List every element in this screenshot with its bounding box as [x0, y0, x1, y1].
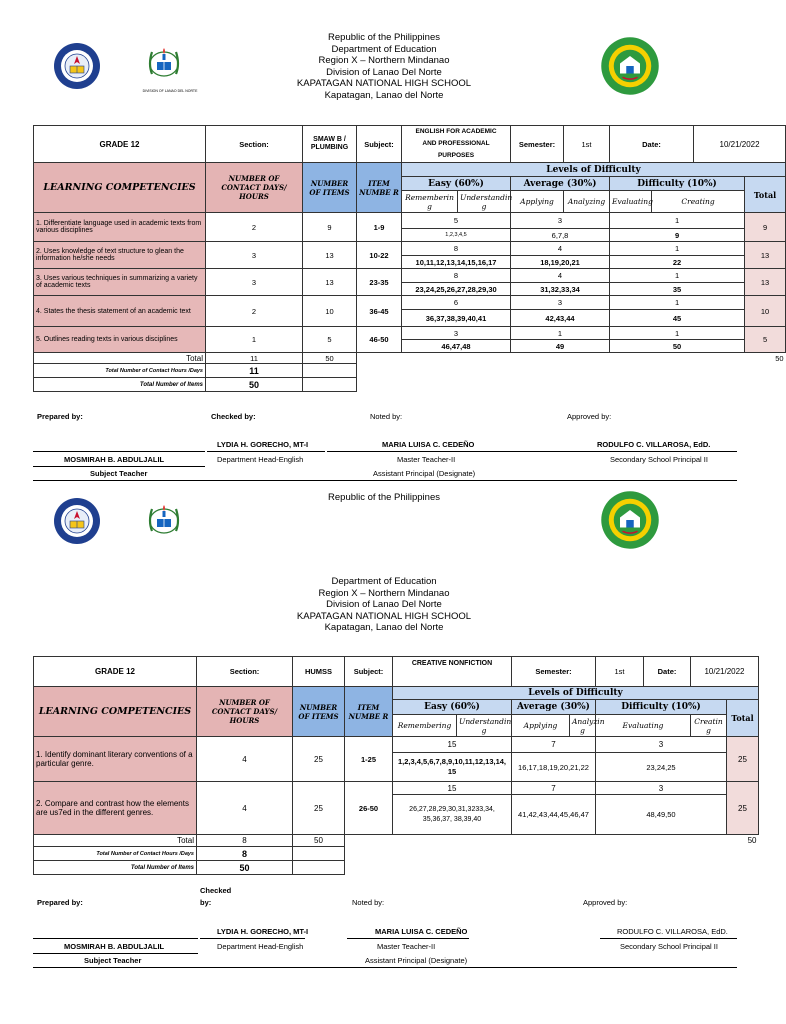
- understanding-header: Understandin g: [457, 715, 512, 737]
- easy-items-cell: 10,11,12,13,14,15,16,17: [402, 256, 511, 269]
- remembering-header: Remembering: [393, 715, 457, 737]
- competency-cell: 1. Differentiate language used in academic texts from various disciplines: [34, 213, 206, 242]
- noted-by-title-2: Assistant Principal (Designate): [373, 469, 476, 478]
- noted-by-title-2: Assistant Principal (Designate): [365, 956, 468, 965]
- difficult-items-cell: 35: [610, 283, 745, 296]
- approved-by-title: Secondary School Principal II: [610, 455, 708, 464]
- row-total-cell: 25: [727, 737, 759, 782]
- semester-label: Semester:: [511, 126, 564, 163]
- checked-by-title: Department Head-English: [217, 942, 304, 951]
- easy-items-cell: 1,2,3,4,5,6,7,8,9,10,11,12,13,14, 15: [393, 753, 512, 782]
- average-count-cell: 7: [512, 782, 596, 795]
- subject-value: [402, 126, 511, 163]
- easy-count-cell: 5: [402, 213, 511, 229]
- easy-items-cell: 23,24,25,26,27,28,29,30: [402, 283, 511, 296]
- items-cell: 10: [303, 296, 357, 327]
- table-bottom-border: [33, 967, 737, 968]
- date-value: 10/21/2022: [694, 126, 786, 163]
- competency-cell: 2. Uses knowledge of text structure to glean the information he/she needs: [34, 242, 206, 269]
- grade-label: GRADE 12: [34, 126, 206, 163]
- noted-by-title: Master Teacher-II: [397, 455, 456, 464]
- subject-label: Subject:: [357, 126, 402, 163]
- difficult-count-cell: 1: [610, 296, 745, 310]
- total-days-cell: 11: [206, 353, 303, 364]
- average-items-cell: 31,32,33,34: [511, 283, 610, 296]
- items-cell: 5: [303, 327, 357, 353]
- table-of-specifications-2: [33, 656, 759, 875]
- analyzing-header: Analyzin g: [570, 715, 596, 737]
- item-range-cell: 26-50: [345, 782, 393, 835]
- signature-line: [207, 451, 325, 452]
- contact-days-header: NUMBER OF CONTACT DAYS/ HOURS: [197, 687, 293, 737]
- prepared-by-title: Subject Teacher: [90, 469, 148, 478]
- contact-days-cell: 1: [206, 327, 303, 353]
- difficult-items-cell: 23,24,25: [596, 753, 727, 782]
- item-number-header: ITEM NUMBE R: [357, 163, 402, 213]
- total-items-cell: 50: [293, 835, 345, 847]
- signature-line: [327, 451, 737, 452]
- table-of-specifications-1: [33, 125, 786, 392]
- understanding-header: Understandin g: [458, 191, 511, 213]
- difficult-count-cell: 3: [596, 782, 727, 795]
- checked-by-name: LYDIA H. GORECHO, MT-I: [217, 440, 309, 449]
- total-items-value: 50: [197, 861, 293, 875]
- contact-days-cell: 3: [206, 242, 303, 269]
- noted-by-title: Master Teacher-II: [377, 942, 436, 951]
- section-value: HUMSS: [293, 657, 345, 687]
- header-line: KAPATAGAN NATIONAL HIGH SCHOOL: [296, 610, 472, 622]
- checked-by-title: Department Head-English: [217, 455, 304, 464]
- approved-by-label: Approved by:: [567, 412, 612, 421]
- date-label: Date:: [644, 657, 691, 687]
- signature-line: [200, 938, 305, 939]
- header-line: KAPATAGAN NATIONAL HIGH SCHOOL: [296, 78, 472, 89]
- difficult-items-cell: 22: [610, 256, 745, 269]
- semester-value: 1st: [564, 126, 610, 163]
- section-label: Section:: [197, 657, 293, 687]
- grand-total-cell: 50: [775, 353, 784, 363]
- difficult-count-cell: 1: [610, 269, 745, 283]
- total-contact-label: Total Number of Contact Hours /Days: [34, 364, 206, 378]
- prepared-by-title: Subject Teacher: [84, 956, 142, 965]
- document-header-2-republic: [0, 492, 768, 504]
- average-items-cell: 18,19,20,21: [511, 256, 610, 269]
- subject-line: AND PROFESSIONAL PURPOSES: [422, 140, 490, 159]
- difficult-count-cell: 1: [610, 242, 745, 256]
- average-count-cell: 1: [511, 327, 610, 340]
- signature-line: [600, 938, 737, 939]
- easy-count-cell: 15: [393, 737, 512, 753]
- header-line: Kapatagan, Lanao del Norte: [324, 89, 444, 101]
- difficulty-header: Difficulty (10%): [610, 177, 745, 191]
- header-line: Region X – Northern Mindanao: [318, 587, 450, 599]
- difficult-items-cell: 48,49,50: [596, 795, 727, 835]
- approved-by-name: RODULFO C. VILLAROSA, EdD.: [617, 927, 728, 936]
- header-line: Republic of the Philippines: [328, 32, 440, 43]
- item-range-cell: 46-50: [357, 327, 402, 353]
- creating-header: Creatin g: [691, 715, 727, 737]
- prepared-by-name: MOSMIRAH B. ABDULJALIL: [64, 942, 165, 951]
- item-range-cell: 1-9: [357, 213, 402, 242]
- date-label: Date:: [610, 126, 694, 163]
- total-header: Total: [727, 700, 759, 737]
- section-label: Section:: [206, 126, 303, 163]
- header-line: Region X – Northern Mindanao: [318, 55, 450, 66]
- signature-line: [33, 451, 205, 452]
- header-line: Division of Lanao Del Norte: [326, 599, 442, 610]
- header-line: Kapatagan, Lanao del Norte: [324, 622, 444, 633]
- easy-count-cell: 6: [402, 296, 511, 310]
- easy-items-cell: 36,37,38,39,40,41: [402, 310, 511, 327]
- items-cell: 25: [293, 782, 345, 835]
- competency-cell: 4. States the thesis statement of an academic text: [34, 296, 206, 327]
- items-cell: 25: [293, 737, 345, 782]
- by-label: by:: [200, 898, 212, 907]
- item-number-header: ITEM NUMBE R: [345, 687, 393, 737]
- checked-by-name: LYDIA H. GORECHO, MT-I: [217, 927, 309, 936]
- division-seal-logo: [140, 497, 188, 545]
- date-value: 10/21/2022: [691, 657, 759, 687]
- average-items-cell: 6,7,8: [511, 229, 610, 242]
- item-range-cell: 23-35: [357, 269, 402, 296]
- total-label: Total: [34, 353, 206, 364]
- average-count-cell: 4: [511, 242, 610, 256]
- total-items-cell: 50: [303, 353, 357, 364]
- contact-days-cell: 4: [197, 737, 293, 782]
- semester-value: 1st: [596, 657, 644, 687]
- total-contact-value: 11: [206, 364, 303, 378]
- subject-line: ENGLISH FOR ACADEMIC: [415, 128, 497, 135]
- checked-by-label: Checked by:: [211, 412, 256, 421]
- levels-of-difficulty-header: Levels of Difficulty: [393, 687, 759, 700]
- grand-total-cell: 50: [747, 836, 757, 846]
- analyzing-header: Analyzing: [564, 191, 610, 213]
- easy-count-cell: 3: [402, 327, 511, 340]
- number-items-header: NUMBER OF ITEMS: [303, 163, 357, 213]
- section-value: SMAW B / PLUMBING: [303, 126, 357, 163]
- average-items-cell: 42,43,44: [511, 310, 610, 327]
- items-cell: 13: [303, 269, 357, 296]
- average-header: Average (30%): [511, 177, 610, 191]
- contact-days-cell: 3: [206, 269, 303, 296]
- evaluating-header: Evaluating: [596, 715, 691, 737]
- easy-items-cell: 26,27,28,29,30,31,3233,34, 35,36,37, 38,39,40: [393, 795, 512, 835]
- header-line: Department of Education: [331, 43, 437, 55]
- item-range-cell: 10-22: [357, 242, 402, 269]
- signature-line: [33, 953, 198, 954]
- applying-header: Applying: [512, 715, 570, 737]
- easy-count-cell: 8: [402, 242, 511, 256]
- difficult-items-cell: 50: [610, 340, 745, 353]
- signature-line: [347, 938, 469, 939]
- header-line: Division of Lanao Del Norte: [326, 66, 442, 78]
- subject-value: CREATIVE NONFICTION: [393, 657, 512, 687]
- noted-by-label: Noted by:: [370, 412, 403, 421]
- row-total-cell: 10: [745, 296, 786, 327]
- row-total-cell: 25: [727, 782, 759, 835]
- approved-by-name: RODULFO C. VILLAROSA, EdD.: [597, 440, 711, 449]
- noted-by-name: MARIA LUISA C. CEDEÑO: [382, 440, 475, 449]
- prepared-by-label: Prepared by:: [37, 412, 83, 421]
- easy-header: Easy (60%): [393, 700, 512, 715]
- total-days-cell: 8: [197, 835, 293, 847]
- row-total-cell: 13: [745, 242, 786, 269]
- average-items-cell: 16,17,18,19,20,21,22: [512, 753, 596, 782]
- contact-days-header: NUMBER OF CONTACT DAYS/ HOURS: [206, 163, 303, 213]
- average-count-cell: 3: [511, 213, 610, 229]
- item-range-cell: 36-45: [357, 296, 402, 327]
- competency-cell: 3. Uses various techniques in summarizing a variety of academic texts: [34, 269, 206, 296]
- items-cell: 13: [303, 242, 357, 269]
- row-total-cell: 13: [745, 269, 786, 296]
- contact-days-cell: 2: [206, 296, 303, 327]
- difficult-count-cell: 1: [610, 213, 745, 229]
- average-items-cell: 41,42,43,44,45,46,47: [512, 795, 596, 835]
- contact-days-cell: 4: [197, 782, 293, 835]
- items-cell: 9: [303, 213, 357, 242]
- difficult-items-cell: 45: [610, 310, 745, 327]
- document-header-2: [0, 576, 768, 634]
- total-contact-label: Total Number of Contact Hours /Days: [34, 847, 197, 861]
- easy-header: Easy (60%): [402, 177, 511, 191]
- competency-cell: 5. Outlines reading texts in various disciplines: [34, 327, 206, 353]
- difficult-count-cell: 1: [610, 327, 745, 340]
- item-range-cell: 1-25: [345, 737, 393, 782]
- competency-cell: 1. Identify dominant literary conventions of a particular genre.: [34, 737, 197, 782]
- header-line: Department of Education: [331, 576, 437, 587]
- table-bottom-border: [33, 480, 737, 481]
- learning-competencies-header: LEARNING COMPETENCIES: [34, 163, 206, 213]
- total-contact-value: 8: [197, 847, 293, 861]
- row-total-cell: 5: [745, 327, 786, 353]
- checked-label: Checked: [200, 886, 232, 895]
- noted-by-name: MARIA LUISA C. CEDEÑO: [375, 927, 468, 936]
- subject-label: Subject:: [345, 657, 393, 687]
- signature-line: [33, 466, 205, 467]
- total-header: Total: [745, 177, 786, 213]
- competency-cell: 2. Compare and contrast how the elements are us7ed in the different genres.: [34, 782, 197, 835]
- levels-of-difficulty-header: Levels of Difficulty: [402, 163, 786, 177]
- document-header-1: [0, 32, 768, 101]
- semester-label: Semester:: [512, 657, 596, 687]
- difficult-items-cell: 9: [610, 229, 745, 242]
- header-line: Republic of the Philippines: [328, 492, 440, 503]
- prepared-by-label: Prepared by:: [37, 898, 83, 907]
- learning-competencies-header: LEARNING COMPETENCIES: [34, 687, 197, 737]
- average-count-cell: 7: [512, 737, 596, 753]
- applying-header: Applying: [511, 191, 564, 213]
- number-items-header: NUMBER OF ITEMS: [293, 687, 345, 737]
- signature-line: [33, 938, 198, 939]
- prepared-by-name: MOSMIRAH B. ABDULJALIL: [64, 455, 165, 464]
- deped-seal-logo: [53, 497, 101, 545]
- easy-items-cell: 1,2,3,4,5: [402, 229, 511, 242]
- contact-days-cell: 2: [206, 213, 303, 242]
- average-count-cell: 4: [511, 269, 610, 283]
- division-seal-caption: DIVISION OF LANAO DEL NORTE: [142, 89, 198, 93]
- evaluating-header: Evaluating: [610, 191, 652, 213]
- noted-by-label: Noted by:: [352, 898, 385, 907]
- average-count-cell: 3: [511, 296, 610, 310]
- total-label: Total: [34, 835, 197, 847]
- creating-header: Creating: [652, 191, 745, 213]
- easy-items-cell: 46,47,48: [402, 340, 511, 353]
- difficult-count-cell: 3: [596, 737, 727, 753]
- average-items-cell: 49: [511, 340, 610, 353]
- easy-count-cell: 15: [393, 782, 512, 795]
- average-header: Average (30%): [512, 700, 596, 715]
- row-total-cell: 9: [745, 213, 786, 242]
- grade-label: GRADE 12: [34, 657, 197, 687]
- approved-by-title: Secondary School Principal II: [620, 942, 718, 951]
- total-items-label: Total Number of Items: [34, 861, 197, 875]
- total-items-label: Total Number of Items: [34, 378, 206, 392]
- difficulty-header: Difficulty (10%): [596, 700, 727, 715]
- total-items-value: 50: [206, 378, 303, 392]
- remembering-header: Rememberin g: [402, 191, 458, 213]
- approved-by-label: Approved by:: [583, 898, 628, 907]
- easy-count-cell: 8: [402, 269, 511, 283]
